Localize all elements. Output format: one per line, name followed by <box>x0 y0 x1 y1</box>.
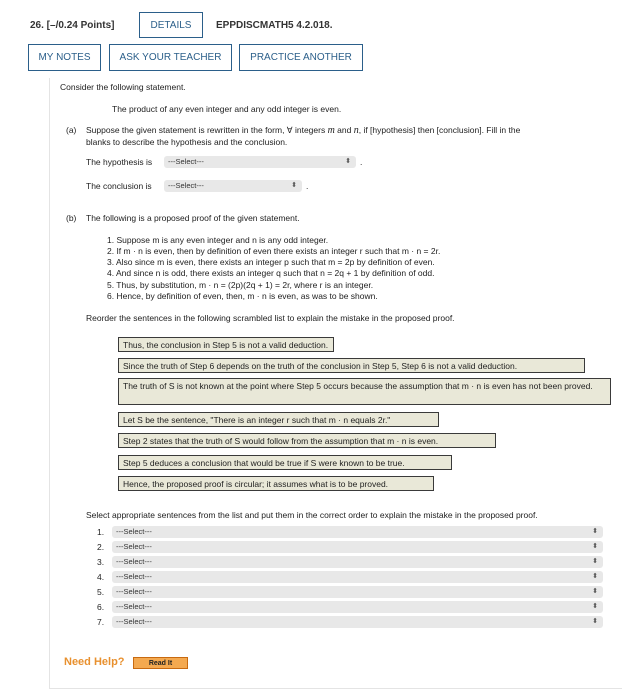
conclusion-select-value: ---Select--- <box>168 181 204 190</box>
part-b-label: (b) <box>66 213 77 223</box>
my-notes-button[interactable]: MY NOTES <box>28 44 101 71</box>
scrambled-sentence: Let S be the sentence, "There is an integer r such that m · n equals 2r." <box>118 412 439 427</box>
hypothesis-label: The hypothesis is <box>86 157 153 167</box>
scrambled-sentence: The truth of S is not known at the point where Step 5 occurs because the assumption that m · n is even has not been proved. <box>118 378 611 405</box>
statement-text: The product of any even integer and any odd integer is even. <box>112 104 342 114</box>
answer-select-3[interactable] <box>112 556 603 568</box>
scrambled-sentence: Since the truth of Step 6 depends on the truth of the conclusion in Step 5, Step 6 is not a valid deduction. <box>118 358 585 373</box>
answer-select-value: ---Select--- <box>116 617 152 626</box>
part-b-intro: The following is a proposed proof of the given statement. <box>86 213 300 223</box>
var-m: m <box>327 125 335 136</box>
updown-chevron-icon: ⬍ <box>592 618 598 625</box>
conclusion-period: . <box>306 181 309 191</box>
answer-select-value: ---Select--- <box>116 542 152 551</box>
hypothesis-select-value: ---Select--- <box>168 157 204 166</box>
part-a-text-post: , if [hypothesis] then [conclusion]. Fill in the <box>358 125 521 135</box>
answer-select-value: ---Select--- <box>116 557 152 566</box>
answer-select-value: ---Select--- <box>116 602 152 611</box>
answer-number: 6. <box>97 602 105 612</box>
answer-select-value: ---Select--- <box>116 572 152 581</box>
part-a-text-line1 <box>86 125 520 136</box>
updown-chevron-icon: ⬍ <box>592 528 598 535</box>
answer-select-4[interactable] <box>112 571 603 583</box>
answer-select-1[interactable] <box>112 526 603 538</box>
question-number: 26. [–/0.24 Points] <box>30 20 115 31</box>
hypothesis-select[interactable] <box>164 156 356 168</box>
read-it-button[interactable]: Read It <box>133 657 188 669</box>
updown-chevron-icon: ⬍ <box>345 158 351 165</box>
proof-step: 6. Hence, by definition of even, then, m · n is even, as was to be shown. <box>107 291 378 301</box>
need-help-label: Need Help? <box>64 656 125 668</box>
answer-select-2[interactable] <box>112 541 603 553</box>
answer-select-6[interactable] <box>112 601 603 613</box>
proof-step: 4. And since n is odd, there exists an integer q such that n = 2q + 1 by definition of odd. <box>107 268 435 278</box>
select-instruction: Select appropriate sentences from the list and put them in the correct order to explain the mistake in the proposed proof. <box>86 510 538 520</box>
updown-chevron-icon: ⬍ <box>592 603 598 610</box>
scrambled-sentence: Step 2 states that the truth of S would follow from the assumption that m · n is even. <box>118 433 496 448</box>
problem-code: EPPDISCMATH5 4.2.018. <box>216 20 333 31</box>
answer-select-7[interactable] <box>112 616 603 628</box>
answer-number: 7. <box>97 617 105 627</box>
answer-number: 4. <box>97 572 105 582</box>
updown-chevron-icon: ⬍ <box>592 588 598 595</box>
var-n: n <box>353 125 359 136</box>
proof-step: 1. Suppose m is any even integer and n is any odd integer. <box>107 235 329 245</box>
details-button[interactable]: DETAILS <box>139 12 203 38</box>
scrambled-sentence: Hence, the proposed proof is circular; it assumes what is to be proved. <box>118 476 434 491</box>
scrambled-sentence: Step 5 deduces a conclusion that would be true if S were known to be true. <box>118 455 452 470</box>
hypothesis-period: . <box>360 157 363 167</box>
answer-number: 1. <box>97 527 105 537</box>
proof-step: 3. Also since m is even, there exists an integer p such that m = 2p by definition of even. <box>107 257 435 267</box>
answer-select-value: ---Select--- <box>116 587 152 596</box>
answer-number: 3. <box>97 557 105 567</box>
part-a-label: (a) <box>66 125 77 135</box>
proof-step: 2. If m · n is even, then by definition of even there exists an integer r such that m · n = 2r. <box>107 246 441 256</box>
question-header <box>0 0 622 78</box>
updown-chevron-icon: ⬍ <box>592 573 598 580</box>
conclusion-label: The conclusion is <box>86 181 152 191</box>
scrambled-sentence: Thus, the conclusion in Step 5 is not a valid deduction. <box>118 337 334 352</box>
ask-teacher-button[interactable]: ASK YOUR TEACHER <box>109 44 232 71</box>
updown-chevron-icon: ⬍ <box>592 543 598 550</box>
answer-select-value: ---Select--- <box>116 527 152 536</box>
consider-text: Consider the following statement. <box>60 82 186 92</box>
practice-another-button[interactable]: PRACTICE ANOTHER <box>239 44 363 71</box>
reorder-instruction: Reorder the sentences in the following scrambled list to explain the mistake in the proposed proof. <box>86 313 455 323</box>
updown-chevron-icon: ⬍ <box>592 558 598 565</box>
answer-select-5[interactable] <box>112 586 603 598</box>
part-a-and: and <box>334 125 354 135</box>
answer-number: 5. <box>97 587 105 597</box>
proof-step: 5. Thus, by substitution, m · n = (2p)(2q + 1) = 2r, where r is an integer. <box>107 280 374 290</box>
answer-number: 2. <box>97 542 105 552</box>
part-a-text-pre: Suppose the given statement is rewritten in the form, ∀ integers <box>86 125 328 135</box>
updown-chevron-icon: ⬍ <box>291 182 297 189</box>
part-a-text-line2: blanks to describe the hypothesis and the conclusion. <box>86 137 288 147</box>
conclusion-select[interactable] <box>164 180 302 192</box>
